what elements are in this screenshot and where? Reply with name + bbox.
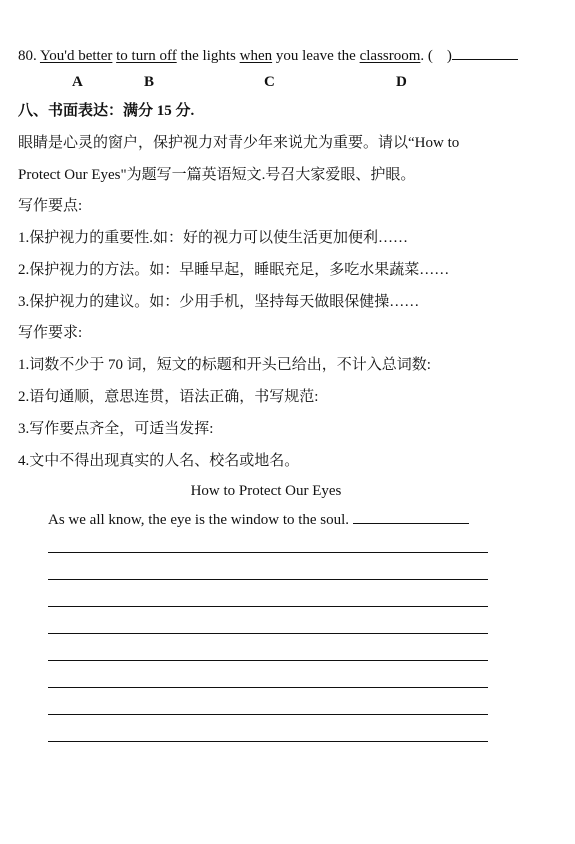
option-b: B [144,74,155,90]
point-item: 3.保护视力的建议。如：少用手机，坚持每天做眼保健操…… [18,294,420,310]
writing-line[interactable] [48,687,488,688]
sentence-text: you leave the [272,48,360,64]
writing-line[interactable] [48,552,488,553]
sentence-text: the lights [176,48,240,64]
writing-line[interactable] [48,714,488,715]
underlined-part-a: You'd better [39,48,113,64]
point-item: 2.保护视力的方法。如：早睡早起，睡眠充足，多吃水果蔬菜…… [18,262,450,278]
requirement-item: 3.写作要点齐全，可适当发挥: [18,421,214,437]
writing-line[interactable] [48,579,488,580]
answer-blank[interactable] [452,59,518,60]
writing-line[interactable] [48,606,488,607]
section-heading: 八、书面表达：满分 15 分. [18,103,195,119]
option-c: C [264,74,275,90]
requirement-item: 1.词数不少于 70 词，短文的标题和开头已给出，不计入总词数: [18,357,431,373]
essay-opening [48,510,469,530]
paren-close: ) [446,48,452,64]
question-number: 80. [18,48,37,64]
question-80 [18,46,518,66]
underlined-part-c: when [239,48,273,64]
point-item: 1.保护视力的重要性.如：好的视力可以使生活更加便利…… [18,230,409,246]
underlined-part-b: to turn off [116,48,177,64]
essay-title: How to Protect Our Eyes [190,483,342,499]
paren-open: . ( [420,48,433,64]
option-d: D [396,74,407,90]
intro-line-2: Protect Our Eyes"为题写一篇英语短文.号召大家爱眼、护眼。 [18,167,416,183]
underlined-part-d: classroom [359,48,421,64]
writing-line[interactable] [48,633,488,634]
requirement-item: 2.语句通顺，意思连贯，语法正确，书写规范: [18,389,319,405]
intro-line-1: 眼睛是心灵的窗户，保护视力对青少年来说尤为重要。请以“How to [18,135,460,151]
requirements-label: 写作要求: [18,325,83,341]
writing-line[interactable] [48,660,488,661]
points-label: 写作要点: [18,198,83,214]
writing-line[interactable] [48,741,488,742]
option-a: A [72,74,83,90]
writing-blank[interactable] [353,523,469,524]
essay-opening-text: As we all know, the eye is the window to the soul. [48,512,350,528]
requirement-item: 4.文中不得出现真实的人名、校名或地名。 [18,453,300,469]
